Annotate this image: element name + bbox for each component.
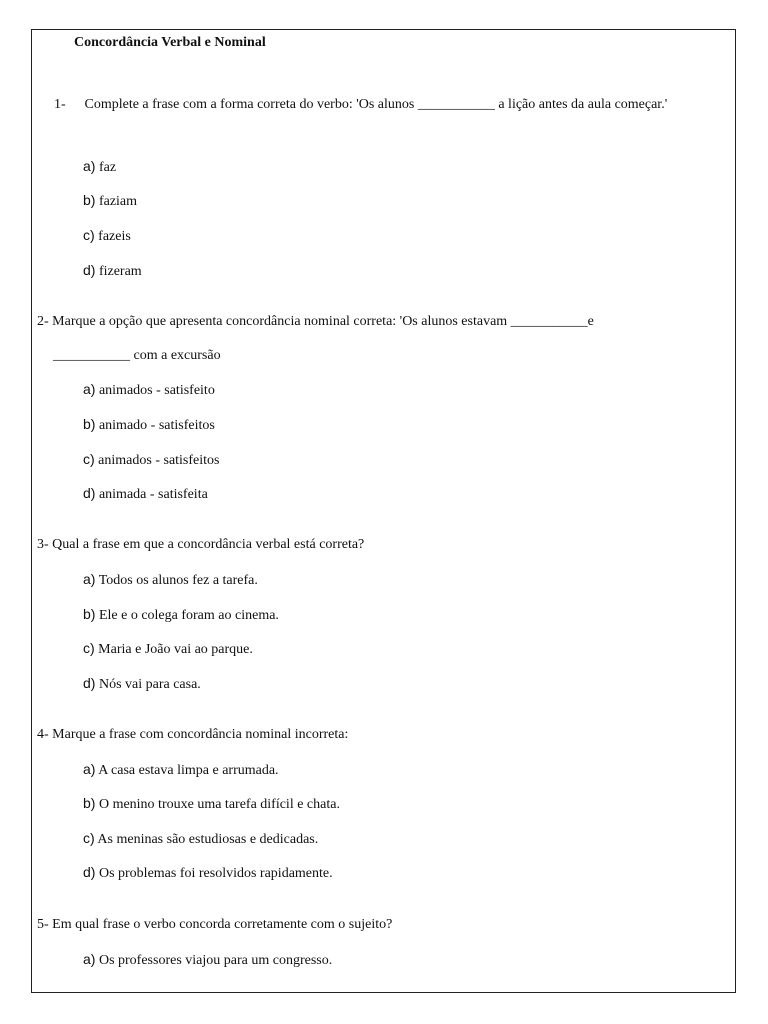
option-text: animado - satisfeitos	[98, 418, 215, 433]
option-2d[interactable]	[83, 484, 208, 504]
option-2b[interactable]	[83, 415, 215, 435]
option-text: fizeram	[98, 264, 142, 279]
option-text: A casa estava limpa e arrumada.	[98, 763, 279, 778]
option-1d[interactable]	[83, 261, 142, 281]
option-5a[interactable]	[83, 950, 332, 970]
option-text: Nós vai para casa.	[98, 677, 201, 692]
option-letter: d)	[83, 485, 96, 501]
option-letter: c)	[83, 451, 95, 467]
question-2	[37, 313, 594, 331]
option-letter: a)	[83, 158, 96, 174]
option-letter: a)	[83, 571, 96, 587]
option-letter: b)	[83, 192, 96, 208]
question-text: Em qual frase o verbo concorda corretamente com o sujeito?	[52, 917, 393, 932]
option-2a[interactable]	[83, 380, 215, 400]
option-1a[interactable]	[83, 157, 116, 177]
option-text: Ele e o colega foram ao cinema.	[98, 608, 279, 623]
document-title: Concordância Verbal e Nominal	[74, 35, 266, 50]
option-letter: d)	[83, 864, 96, 880]
question-1	[54, 96, 667, 114]
question-4	[37, 726, 348, 744]
option-letter: c)	[83, 830, 95, 846]
option-text: Os professores viajou para um congresso.	[98, 953, 333, 968]
option-letter: a)	[83, 381, 96, 397]
option-letter: d)	[83, 675, 96, 691]
option-text: faz	[98, 160, 117, 175]
question-number: 3-	[37, 537, 49, 552]
question-number: 2-	[37, 314, 49, 329]
question-3	[37, 536, 364, 554]
option-text: faziam	[98, 194, 138, 209]
option-text: animada - satisfeita	[98, 487, 208, 502]
question-text: Qual a frase em que a concordância verbal está correta?	[52, 537, 365, 552]
option-2c[interactable]	[83, 450, 219, 470]
option-1c[interactable]	[83, 226, 131, 246]
question-text: Complete a frase com a forma correta do verbo: 'Os alunos ___________ a lição antes da aula começar.'	[84, 97, 668, 112]
option-letter: b)	[83, 416, 96, 432]
option-text: As meninas são estudiosas e dedicadas.	[97, 832, 319, 847]
option-text: Todos os alunos fez a tarefa.	[98, 573, 258, 588]
option-text: animados - satisfeito	[98, 383, 215, 398]
option-letter: a)	[83, 951, 96, 967]
option-4d[interactable]	[83, 863, 333, 883]
option-4c[interactable]	[83, 829, 318, 849]
option-text: Maria e João vai ao parque.	[98, 642, 253, 657]
option-letter: a)	[83, 761, 96, 777]
option-text: Os problemas foi resolvidos rapidamente.	[98, 866, 333, 881]
option-3b[interactable]	[83, 605, 279, 625]
question-2-continuation: ___________ com a excursão	[53, 348, 221, 363]
question-number: 5-	[37, 917, 49, 932]
option-letter: b)	[83, 606, 96, 622]
option-3d[interactable]	[83, 674, 201, 694]
option-3a[interactable]	[83, 570, 258, 590]
option-4b[interactable]	[83, 794, 340, 814]
option-letter: b)	[83, 795, 96, 811]
option-letter: d)	[83, 262, 96, 278]
option-4a[interactable]	[83, 760, 279, 780]
question-5	[37, 916, 392, 934]
option-text: O menino trouxe uma tarefa difícil e chata.	[98, 797, 340, 812]
option-3c[interactable]	[83, 639, 253, 659]
option-text: fazeis	[98, 229, 131, 244]
option-text: animados - satisfeitos	[98, 453, 220, 468]
question-text: Marque a opção que apresenta concordância nominal correta: 'Os alunos estavam ___________e	[52, 314, 594, 329]
option-letter: c)	[83, 227, 95, 243]
question-text: Marque a frase com concordância nominal incorreta:	[52, 727, 349, 742]
option-letter: c)	[83, 640, 95, 656]
option-1b[interactable]	[83, 191, 137, 211]
question-number: 1-	[54, 97, 66, 112]
question-number: 4-	[37, 727, 49, 742]
